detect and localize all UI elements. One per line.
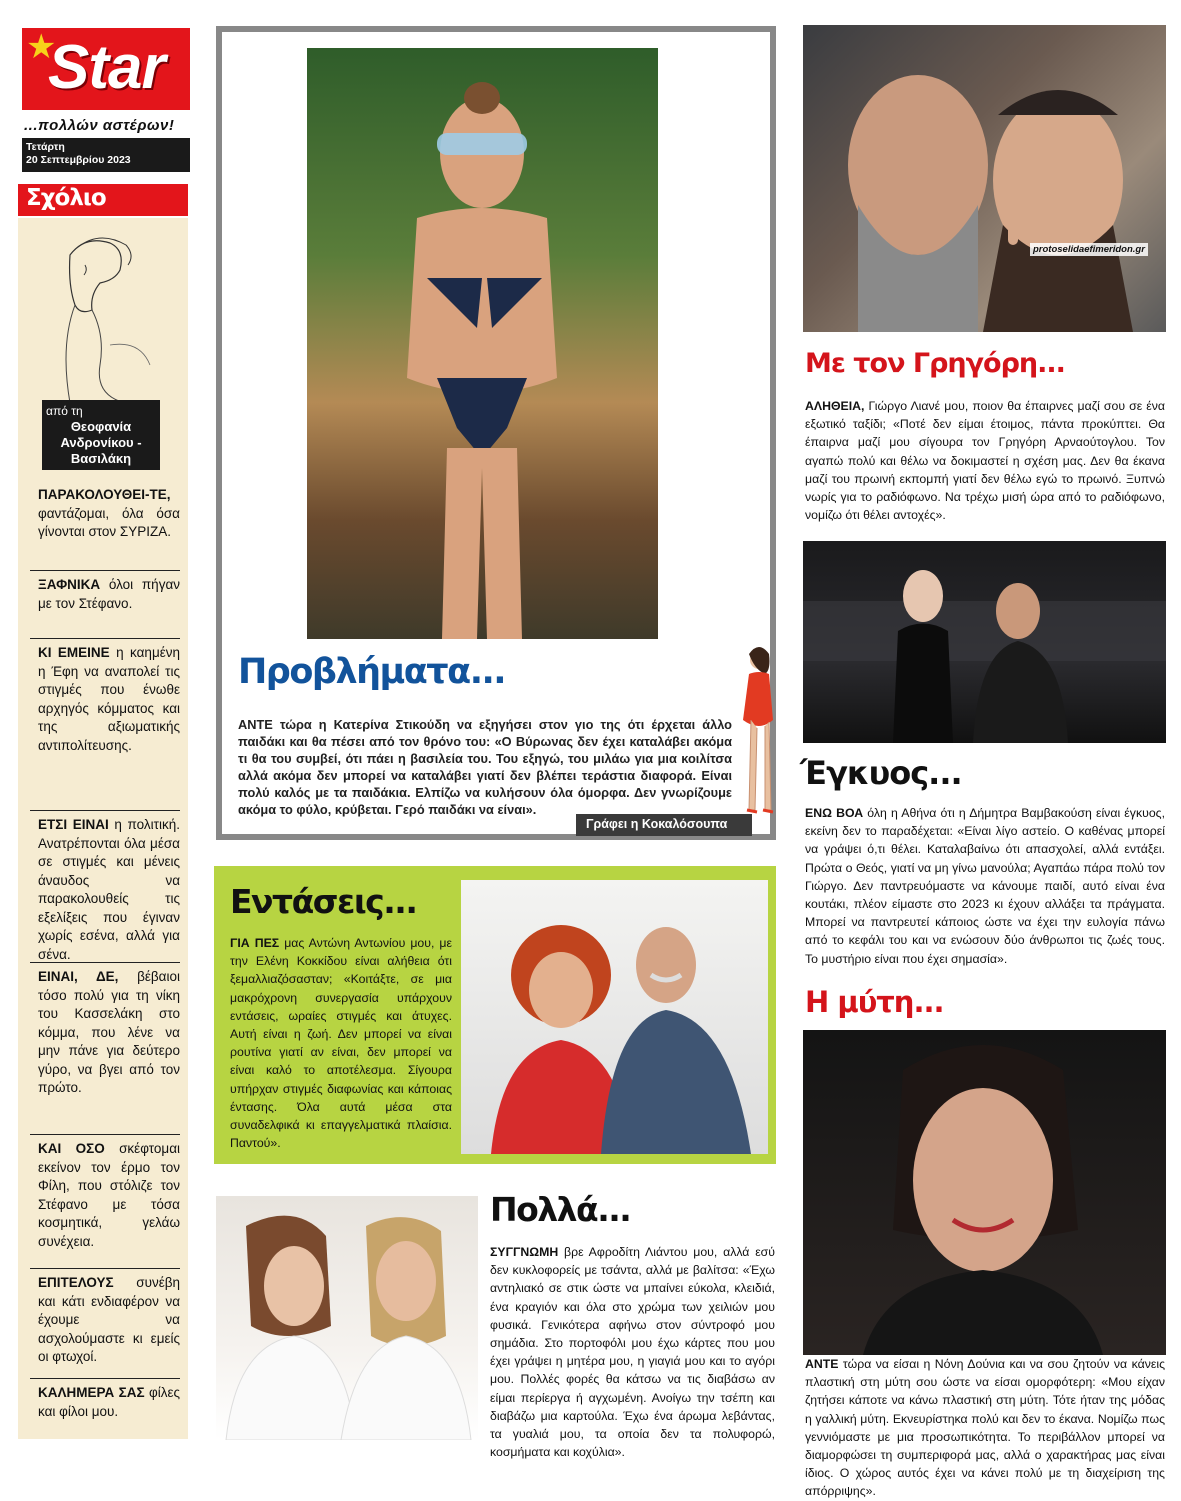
watermark: protoselidaefimeridon.gr [1030,243,1148,256]
column-paragraph: ΕΤΣΙ ΕΙΝΑΙ η πολιτική. Ανατρέπονται όλα μέσα σε στιγμές και μένεις άναυδος να παρακολουθείς τις εξελίξεις που έγιναν χωρίς εσένα, αλλά για σένα. [38,817,180,962]
headline-egkyos: Έγκυος... [800,754,962,792]
column-paragraph: ΚΑΙ ΟΣΟ σκέφτομαι εκείνον τον έρμο τον Φίλη, που στόλιζε τον Στέφανο με τόσα κοσμητικά, γελάω συνέχεια. [38,1141,180,1249]
column-paragraph: ΕΙΝΑΙ, ΔΕ, βέβαιοι τόσο πολύ για τη νίκη του Κασσελάκη στο κόμμα, που λένε να μην πάνε για δεύτερο γύρο, να βγει από τον πρώτο. [38,969,180,1095]
headline-grigori: Με τον Γρηγόρη... [805,348,1065,379]
column-paragraph: ΕΠΙΤΕΛΟΥΣ συνέβη και κάτι ενδιαφέρον να έχουμε να ασχολούμαστε κι εμείς οι φτωχοί. [38,1275,180,1364]
columnist-cartoon [735,640,777,840]
logo-text: Star [48,33,165,102]
column-paragraph: ΞΑΦΝΙΚΑ όλοι πήγαν με τον Στέφανο. [38,577,180,611]
photo-figure [803,1030,1166,1355]
couple-photo [803,541,1166,743]
star-logo [22,28,190,110]
selfie-photo [803,25,1166,332]
body-myti: ΑΝΤΕ τώρα να είσαι η Νόνη Δούνια και να σου ζητούν να κάνεις πλαστική στη μύτη σου ώστε να είσαι ομορφότερη: «Μου είχαν ζητήσει κάποτε να κάνω πλαστική στη μύτη. Τότε ήταν της μόδας η γαλλική μύτη. Εκνευρίστηκα πολύ και δεν το έκανα. Νομίζω πως γεννιόμαστε με μια προσωπικότητα. Το περιβάλλον μπορεί να διαμορφώσει τη συμπεριφορά μας, αλλά ο χαρακτήρας μας είναι ίδιος. Ο χώρος αυτός έχει να κάνει πολύ με τη διαχείριση της απόρριψης». [805,1357,1165,1499]
column-byline [42,400,160,470]
tagline: ...πολλών αστέρων! [24,117,175,134]
body-provlimata: ΑΝΤΕ τώρα η Κατερίνα Στικούδη να εξηγήσει στον γιο της ότι έρχεται άλλο παιδάκι και θα πέσει από τον θρόνο του: «Ο Βύρωνας δεν έχει καταλάβει ακόμα τι θα του συμβεί, ότι πάει η βασιλεία του. Του εξηγώ, του μιλάω για μια κοιλίτσα αλλά ακόμα δεν μπορεί να καταλάβει γιατί δεν βλέπει τεράστια διαφορά. Είναι πολύ καλός με τα παιδάκια. Ελπίζω να κυλήσουν όλα όμορφα. Δεν γνωρίζουμε ακόμα το φύλο, κρύβεται. Γερό παιδάκι να είναι». [238,717,732,817]
column-paragraph: ΚΙ ΕΜΕΙΝΕ η καημένη η Έφη να αναπολεί τις στιγμές που ένωθε αρχηγός κόμματος και της αξιωματικής αντιπολίτευσης. [38,645,180,753]
body-egkyos: ΕΝΩ ΒΟΑ όλη η Αθήνα ότι η Δήμητρα Βαμβακούση είναι έγκυος, εκείνη δεν το παραδέχεται: «Είναι λίγο αστείο. Ο καθένας μπορεί να γράψει ό,τι θέλει. Καταλαβαίνω ότι απασχολεί, αλλά εντάξει. Πρώτα ο Θεός, γιατί να μη γίνω μανούλα; Αγαπάω πάρα πολύ τον Γιώργο. Δεν παντρευόμαστε να κάνουμε παιδί, αυτό είναι ένα κουτάκι, πλέον είμαστε στο 2023 κι έχουν αλλάξει τα πράγματα. Μπορεί να παντρευτεί κάποιος ώστε να έχει την ευλογία πάνω από το κεφάλι του και να ενώσουν δύο άνθρωποι τις ζωές τους. Το μυστήριο είναι που έχει σημασία». [805,806,1165,966]
body-polla: ΣΥΓΓΝΩΜΗ βρε Αφροδίτη Λιάντου μου, αλλά εσύ δεν κυκλοφορείς με τσάντα, αλλά με βαλίτσα: «Έχω αντηλιακό σε στικ ώστε να μπαίνει εύκολα, κλειδιά, ένα κραγιόν και όλα στο χρώμα των χειλιών μου φυσικά. Γενικότερα αφήνω στον σύντροφό μου σημάδια. Στο πορτοφόλι μου έχω κάρτες που μου έχει γράψει η μητέρα μου, η γιαγιά μου και το αγόρι μου. Πολλές φορές θα κάτσω να τις διαβάσω αν είμαι περίεργα ή αγχωμένη. Ανοίγω την τσέπη και διαβάζω μια καρτούλα. Έχω ένα άρωμα λεβάντας, τα γυαλιά μου, τα οποία δεν τα πολυφορώ, κοσμήματα και κοχύλια». [490,1245,775,1460]
photo-figure [307,48,658,639]
body-grigori: ΑΛΗΘΕΙΑ, Γιώργο Λιανέ μου, ποιον θα έπαιρνες μαζί σου σε ένα εξωτικό ταξίδι; «Ποτέ δεν είμαι έτοιμος, πάντα προκύπτει. Θα έπαιρνα μαζί μου σίγουρα τον Γρηγόρη Αρναούτογλου. Τον αγαπώ πολύ και θέλω να δοκιμαστεί η σχέση μας. Δεν θα έκανα μαζί του πρωινή εκπομπή γιατί δεν θέλω εγώ το πρωινό. Ξυπνώ νωρίς για το ραδιόφωνο. Να τρέχω μισή ώρα από το ραδιόφωνο, νομίζω ότι θέλει αντοχές». [805,399,1165,523]
two-women-photo [216,1196,478,1440]
byline-prefix: από τη [46,404,83,418]
headline-entaseis: Εντάσεις... [230,882,417,921]
headline-myti: Η μύτη... [805,985,944,1019]
headline-provlimata: Προβλήματα... [238,652,506,692]
portrait-photo [803,1030,1166,1355]
duo-photo [461,880,768,1154]
star-icon: ★ [26,28,57,66]
issue-date [22,138,190,172]
issue-day: Τετάρτη [26,141,65,153]
column-paragraph: ΚΑΛΗΜΕΡΑ ΣΑΣ φίλες και φίλοι μου. [38,1385,180,1419]
column-paragraph: ΠΑΡΑΚΟΛΟΥΘΕΙ-ΤΕ, φαντάζομαι, όλα όσα γίνονται στον ΣΥΡΙΖΑ. [38,487,180,539]
issue-date-text: 20 Σεπτεμβρίου 2023 [26,154,131,166]
byline-name: Θεοφανία Ανδρονίκου - Βασιλάκη [60,419,142,466]
photo-figures [803,25,1166,332]
column-title: Σχόλιο [18,184,188,216]
photo-figures [216,1196,478,1440]
bikini-photo [307,48,658,639]
signature-tag: Γράφει η Κοκαλόσουπα [576,814,752,836]
photo-figures [803,541,1166,743]
photo-figures [461,880,768,1154]
headline-polla: Πολλά... [490,1190,631,1229]
body-entaseis: ΓΙΑ ΠΕΣ μας Αντώνη Αντωνίου μου, με την Ελένη Κοκκίδου είναι αλήθεια ότι ξεμαλλιαζόσασταν; «Κοιτάξτε, σε μια μακρόχρονη συνεργασία υπάρχουν εντάσεις, ωραίες στιγμές και άτυχες. Αυτή είναι η ζωή. Δεν μπορεί να είναι ρουτίνα γιατί αν είναι, δεν μπορεί να είναι καλό το αποτέλεσμα. Σίγουρα υπήρχαν στιγμές διαφωνίας και κάποιας έντασης. Όλα αυτά μέσα στα συναδελφικά κι επαγγελματικά πλαίσια. Παντού». [230,936,452,1151]
author-sketch-illustration [30,225,180,405]
